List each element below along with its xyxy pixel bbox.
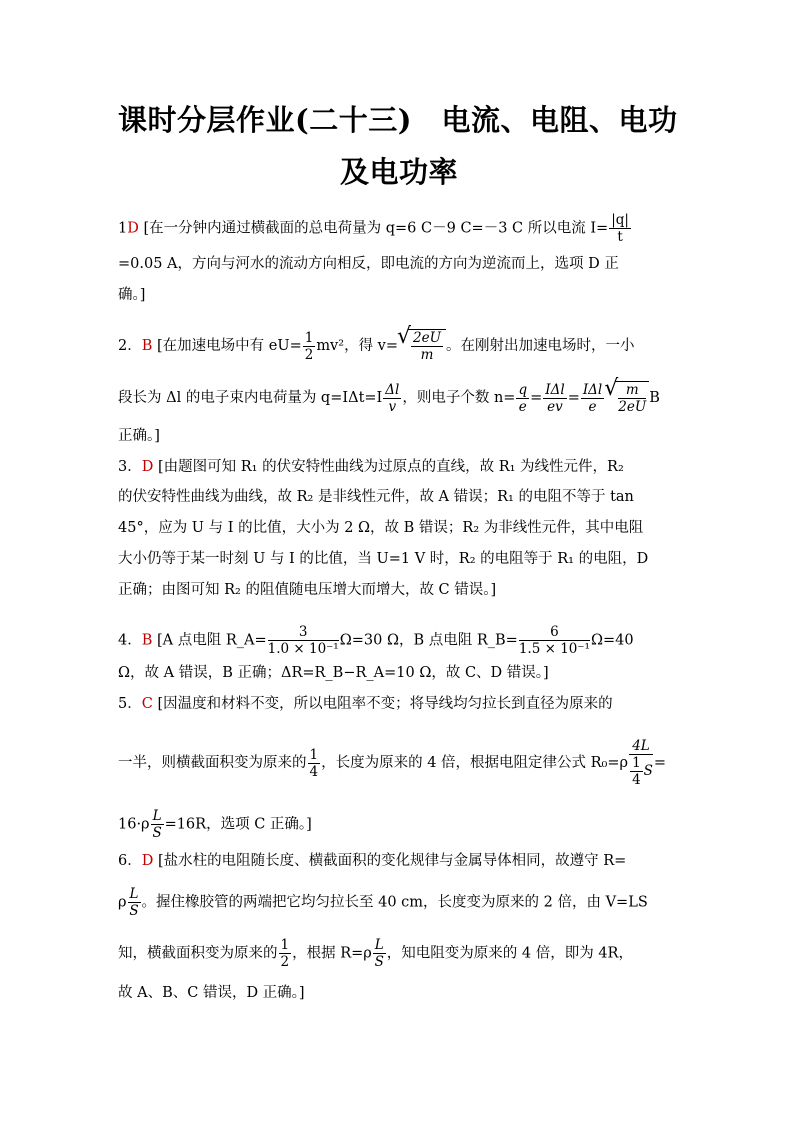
fraction-numerator: |q| — [611, 212, 629, 228]
fraction-dl-over-v: $\frac{\Delta l}{v}$ — [385, 381, 400, 415]
answer-3-line-2: 的伏安特性曲线为曲线，故 R₂ 是非线性元件，故 A 错误；R₁ 的电阻不等于 tan — [118, 489, 634, 505]
answer-1-line-3: 确。] — [118, 287, 146, 303]
answer-6-line-3: 知，横截面积变为原来的 $\frac{1}{2}$ ，根据 R=ρ $\frac{L}{S}$ ，知电阻变为原来的 4 倍，即为 4R， — [118, 937, 633, 970]
answer-6-line-2: ρ $\frac{L}{S}$ 。握住橡胶管的两端把它均匀拉长至 40 cm，长度变为原来的 2 倍，由 V=LS — [118, 886, 648, 919]
answer-6-text-2: ρ — [118, 894, 127, 911]
answer-1-line-1 — [118, 212, 680, 245]
answer-5-choice: C — [141, 696, 153, 712]
fraction-one-half: $\frac{1}{2}$ — [304, 329, 314, 363]
answer-3-choice: D — [141, 459, 154, 475]
answer-4-text-3: Ω=40 — [590, 632, 634, 649]
answer-6-text-4: 知，横截面积变为原来的 — [118, 945, 278, 962]
fraction-resistance-a: $\frac{3}{\text{1.0 × 10⁻¹}}$ — [267, 624, 339, 657]
answer-3-line-3: 45°，应为 U 与 I 的比值，大小为 2 Ω，故 B 错误；R₂ 为非线性元件，其中电阻 — [118, 520, 644, 536]
answer-5-text-4: = — [653, 755, 667, 771]
answer-2-line-2: 段长为 Δl 的电子束内电荷量为 q=IΔt=I $\frac{\Delta l}{v}$ ，则电子个数 n= $\frac{q}{e}$ = $\frac{\text{IΔl}}{ev}$ = $\frac{\text{IΔl}}{e}$ √ $\frac{m}{2eU}$ B — [118, 381, 680, 415]
answer-2-text-4: 段长为 Δl 的电子束内电荷量为 q=IΔt=I — [118, 390, 383, 406]
answer-5-line-3: 16·ρ $\frac{L}{S}$ =16R，选项 C 正确。] — [118, 808, 312, 841]
answer-6-number: 6． — [118, 853, 142, 869]
answer-1-number: 1 — [118, 220, 128, 237]
answer-5-text-6: =16R，选项 C 正确。] — [164, 816, 312, 833]
answer-2-choice: B — [141, 338, 153, 354]
answer-6-choice: D — [141, 853, 154, 869]
fraction-denominator: t — [617, 229, 623, 245]
fraction-resistance-b: $\frac{6}{\text{1.5 × 10⁻¹}}$ — [518, 624, 590, 657]
answer-3-line-5: 正确；由图可知 R₂ 的阻值随电压增大而增大，故 C 错误。] — [118, 582, 497, 598]
answer-2-line-1 — [118, 329, 680, 363]
answer-2-text-5: ，则电子个数 n= — [402, 390, 516, 406]
answer-2-text-1: [在加速电场中有 eU= — [157, 338, 302, 354]
answer-1-line-2: =0.05 A，方向与河水的流动方向相反，即电流的方向为逆流而上，选项 D 正 — [118, 256, 619, 272]
answer-1-text-1: [在一分钟内通过横截面的总电荷量为 q=6 C－9 C=－3 C 所以电流 I= — [143, 220, 609, 237]
sqrt-expression-2: √ $\frac{m}{2eU}$ — [615, 381, 649, 415]
answer-5-line-1 — [118, 693, 680, 715]
answer-2-text-6: B — [649, 390, 660, 406]
answer-5-text-3: ，长度为原来的 4 倍，根据电阻定律公式 R₀=ρ — [321, 755, 629, 771]
answer-2-text-2: mv²，得 v= — [316, 338, 399, 354]
answer-2-text-3: 。在刚射出加速电场时，一小 — [446, 338, 635, 354]
answer-4-choice: B — [141, 632, 153, 649]
answer-4-text-2: Ω=30 Ω，B 点电阻 R_B= — [339, 632, 518, 649]
answer-3-line-4: 大小仍等于某一时刻 U 与 I 的比值，当 U=1 V 时，R₂ 的电阻等于 R₁ 的电阻，D — [118, 551, 649, 567]
fraction-4l-over-quarter-s: 4L $\frac{1}{4}$ S — [629, 738, 653, 788]
answer-5-text-2: 一半，则横截面积变为原来的 — [118, 755, 307, 771]
answer-1-fraction — [609, 212, 631, 245]
answer-6-line-4: 故 A、B、C 错误，D 正确。] — [118, 985, 305, 1001]
answer-4-line-1 — [118, 624, 680, 657]
answer-6-text-6: ，知电阻变为原来的 4 倍，即为 4R， — [386, 945, 633, 962]
answer-5-text-1: [因温度和材料不变，所以电阻率不变；将导线均匀拉长到直径为原来的 — [157, 696, 613, 712]
answer-6-text-1: [盐水柱的电阻随长度、横截面积的变化规律与金属导体相同，故遵守 R= — [157, 853, 627, 869]
answer-5-number: 5． — [118, 696, 142, 712]
answer-4-text-1: [A 点电阻 R_A= — [157, 632, 267, 649]
answer-2-number: 2． — [118, 338, 142, 354]
answer-2-line-3: 正确。] — [118, 428, 160, 444]
sqrt-expression: √ $\frac{2eU}{m}$ — [408, 329, 446, 363]
answer-6-text-3: 。握住橡胶管的两端把它均匀拉长至 40 cm，长度变为原来的 2 倍，由 V=LS — [141, 894, 648, 911]
answer-3-line-1 — [118, 456, 680, 478]
answer-1-choice: D — [127, 220, 139, 237]
answer-6-line-1 — [118, 850, 680, 872]
page-title-line2: 及电功率 — [340, 155, 459, 189]
answer-3-number: 3． — [118, 459, 142, 475]
answer-3-text-1: [由题图可知 R₁ 的伏安特性曲线为过原点的直线，故 R₁ 为线性元件，R₂ — [157, 459, 624, 475]
answer-5-line-2: 一半，则横截面积变为原来的 $\frac{1}{4}$ ，长度为原来的 4 倍，根据电阻定律公式 R₀=ρ 4L $\frac{1}{4}$ S = — [118, 738, 667, 788]
answer-5-text-5: 16·ρ — [118, 816, 150, 833]
answer-4-number: 4． — [118, 632, 142, 649]
answer-6-text-5: ，根据 R=ρ — [292, 945, 372, 962]
page-title-line1: 课时分层作业(二十三) 电流、电阻、电功 — [118, 103, 678, 137]
answer-4-line-2: Ω，故 A 错误，B 正确；ΔR=R_B−R_A=10 Ω，故 C、D 错误。] — [118, 665, 549, 681]
